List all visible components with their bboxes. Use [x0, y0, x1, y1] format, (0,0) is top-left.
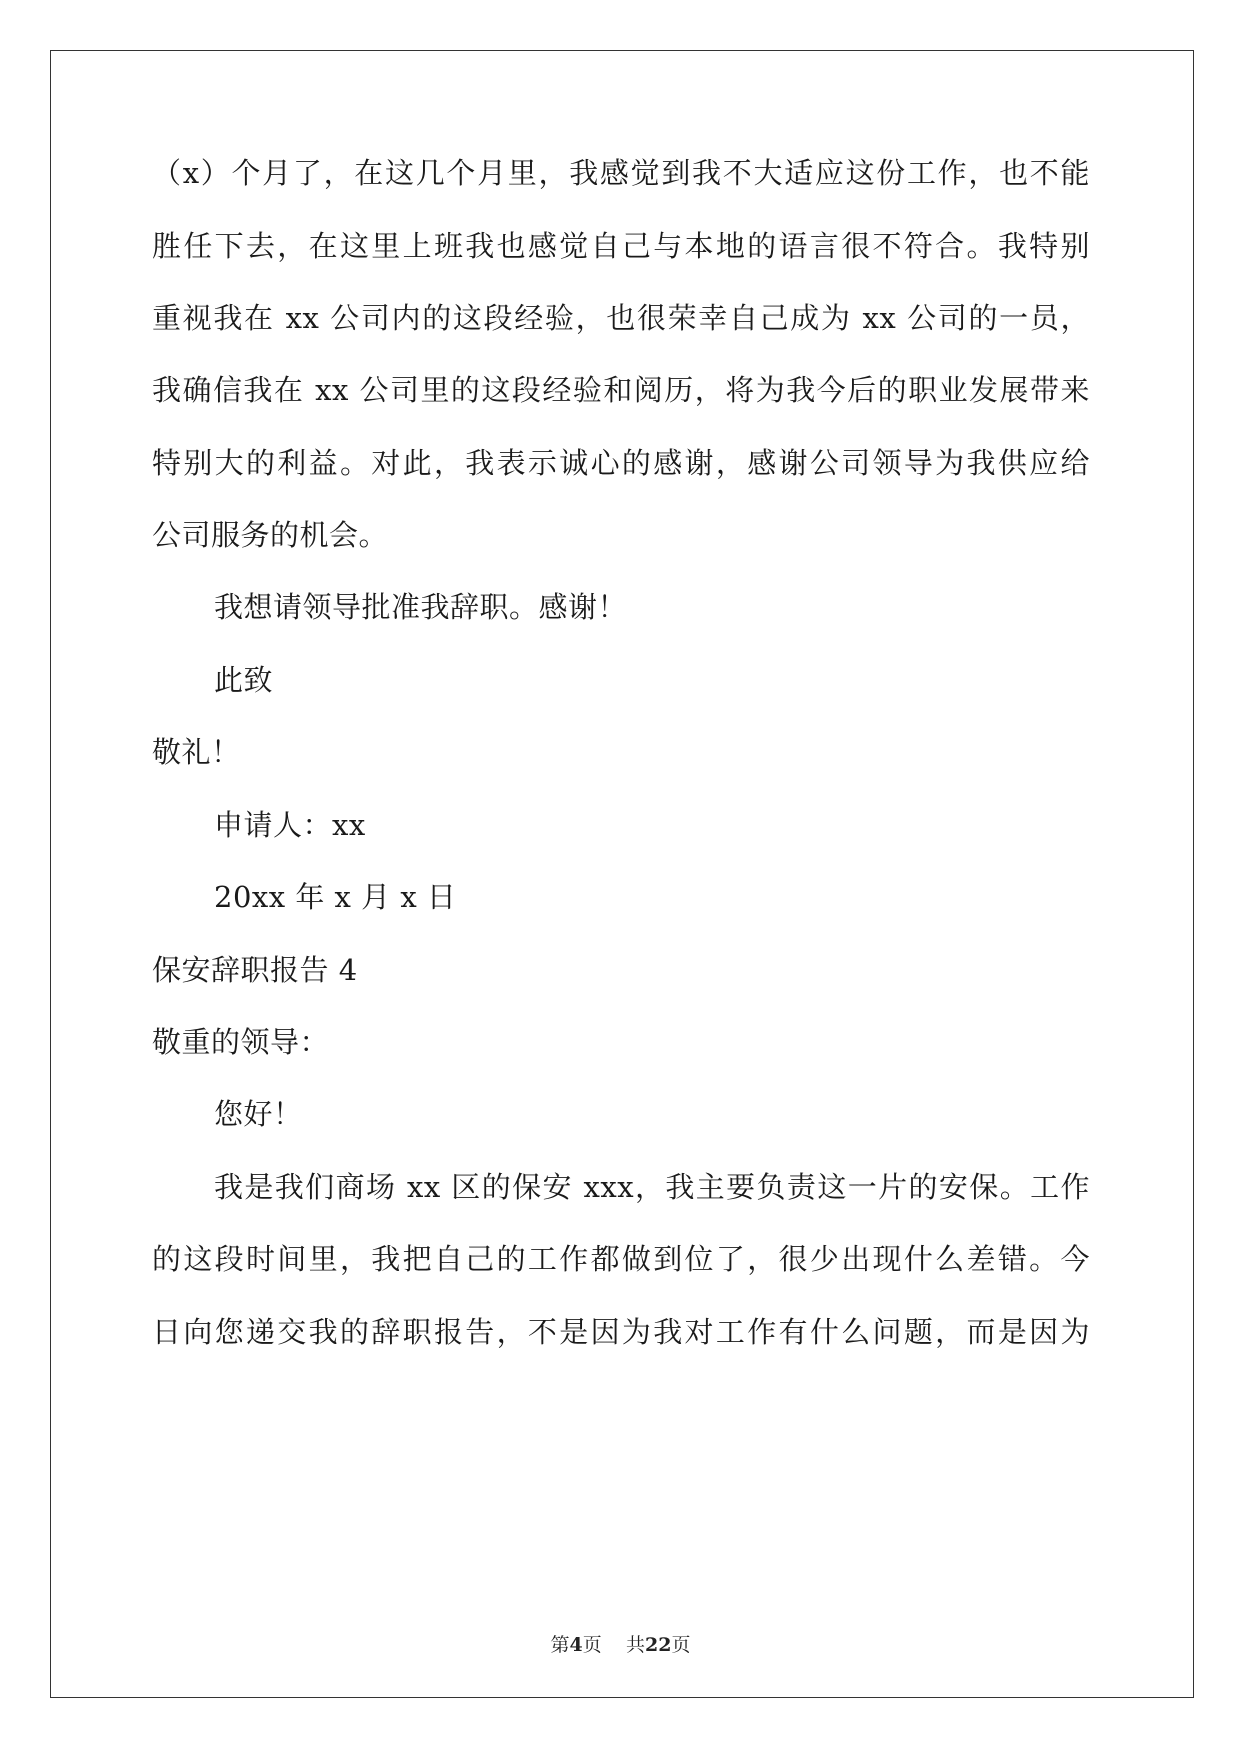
- footer-total-prefix: 共: [625, 1634, 645, 1656]
- body-line: 我想请领导批准我辞职。感谢！: [214, 590, 628, 624]
- footer-page-number: 4: [569, 1634, 583, 1656]
- section-heading: 保安辞职报告 4: [152, 953, 358, 987]
- closing-salutation: 此致: [214, 663, 274, 697]
- body-line: （x）个月了，在这几个月里，我感觉到我不大适应这份工作，也不能: [152, 156, 1090, 190]
- body-line: 的这段时间里，我把自己的工作都做到位了，很少出现什么差错。今: [152, 1242, 1090, 1276]
- page-footer: [0, 1630, 1241, 1657]
- greeting-line: 敬重的领导：: [152, 1025, 330, 1059]
- footer-prefix: 第: [550, 1634, 570, 1656]
- applicant-line: 申请人：xx: [214, 808, 366, 842]
- body-line: 我确信我在 xx 公司里的这段经验和阅历，将为我今后的职业发展带来: [152, 373, 1090, 407]
- body-line: 日向您递交我的辞职报告，不是因为我对工作有什么问题，而是因为: [152, 1315, 1090, 1349]
- closing-regards: 敬礼！: [152, 735, 241, 769]
- body-line: 特别大的利益。对此，我表示诚心的感谢，感谢公司领导为我供应给: [152, 446, 1090, 480]
- hello-line: 您好！: [214, 1097, 303, 1131]
- body-line: 我是我们商场 xx 区的保安 xxx，我主要负责这一片的安保。工作: [214, 1170, 1090, 1204]
- footer-page-suffix: 页: [582, 1634, 602, 1656]
- body-line: 公司服务的机会。: [152, 518, 389, 552]
- date-line: 20xx 年 x 月 x 日: [214, 880, 457, 914]
- footer-total-suffix: 页: [671, 1634, 691, 1656]
- footer-total-pages: 22: [644, 1634, 672, 1656]
- body-line: 胜任下去，在这里上班我也感觉自己与本地的语言很不符合。我特别: [152, 229, 1090, 263]
- body-line: 重视我在 xx 公司内的这段经验，也很荣幸自己成为 xx 公司的一员，: [152, 301, 1090, 335]
